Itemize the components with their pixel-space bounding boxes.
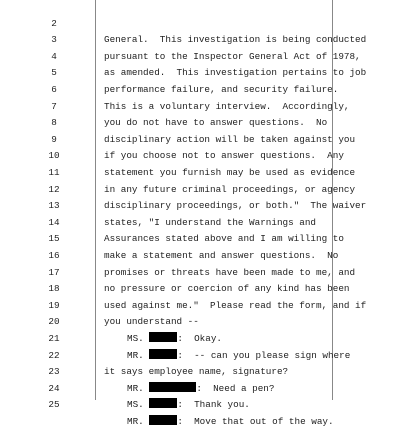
line-number: 17 — [48, 266, 60, 278]
line-text: disciplinary proceedings, or both." The waiver — [104, 200, 367, 212]
line-text: in any future criminal proceedings, or agency — [104, 183, 356, 195]
speaker-title: MS. — [127, 399, 144, 411]
line-number: 18 — [48, 283, 60, 295]
line-text: no pressure or coercion of any kind has been — [104, 283, 350, 295]
line-text: states, "I understand the Warnings and — [104, 216, 317, 228]
line-text: make a statement and answer questions. No — [104, 249, 339, 261]
line-number: 21 — [48, 332, 60, 344]
line-text: it says employee name, signature? — [104, 366, 289, 378]
line-number: 25 — [48, 399, 60, 411]
line-text: General. This investigation is being conducted — [104, 34, 367, 46]
line-number: 16 — [48, 249, 60, 261]
line-number: 2 — [51, 17, 57, 29]
speaker-line — [127, 414, 334, 431]
utterance: : Need a pen? — [196, 382, 275, 394]
line-text: disciplinary action will be taken against you — [104, 133, 356, 145]
line-text: statement you furnish may be used as evidence — [104, 166, 356, 178]
redaction-bar — [149, 415, 177, 425]
line-number: 6 — [51, 83, 57, 95]
line-text: if you choose not to answer questions. Any — [104, 150, 344, 162]
line-text: promises or threats have been made to me, and — [104, 266, 356, 278]
line-number: 9 — [51, 133, 57, 145]
line-number: 5 — [51, 67, 57, 79]
line-number: 23 — [48, 366, 60, 378]
line-number: 3 — [51, 34, 57, 46]
line-text: pursuant to the Inspector General Act of 1978, — [104, 50, 361, 62]
line-number: 15 — [48, 233, 60, 245]
line-number: 14 — [48, 216, 60, 228]
utterance: : Okay. — [177, 332, 222, 344]
line-number: 11 — [48, 166, 60, 178]
line-text: used against me." Please read the form, and if — [104, 299, 367, 311]
speaker-title: MS. — [127, 332, 144, 344]
utterance: : Thank you. — [177, 399, 250, 411]
utterance: : Move that out of the way. — [177, 415, 334, 427]
transcript-line — [0, 0, 400, 46]
line-text: as amended. This investigation pertains to job — [104, 67, 367, 79]
line-text: performance failure, and security failure. — [104, 83, 339, 95]
speaker-title: MR. — [127, 382, 144, 394]
line-text: This is a voluntary interview. Accordingly, — [104, 100, 350, 112]
line-number: 24 — [48, 382, 60, 394]
line-number: 12 — [48, 183, 60, 195]
line-number: 13 — [48, 200, 60, 212]
line-text: you understand -- — [104, 316, 199, 328]
speaker-title: MR. — [127, 349, 144, 361]
line-text: Assurances stated above and I am willing to — [104, 233, 344, 245]
line-number: 20 — [48, 316, 60, 328]
line-number: 4 — [51, 50, 57, 62]
line-number: 8 — [51, 117, 57, 129]
line-number: 22 — [48, 349, 60, 361]
speaker-title: MR. — [127, 415, 144, 427]
utterance: : -- can you please sign where — [177, 349, 351, 361]
line-text: you do not have to answer questions. No — [104, 117, 328, 129]
line-number: 10 — [48, 150, 60, 162]
line-number: 7 — [51, 100, 57, 112]
line-number: 19 — [48, 299, 60, 311]
